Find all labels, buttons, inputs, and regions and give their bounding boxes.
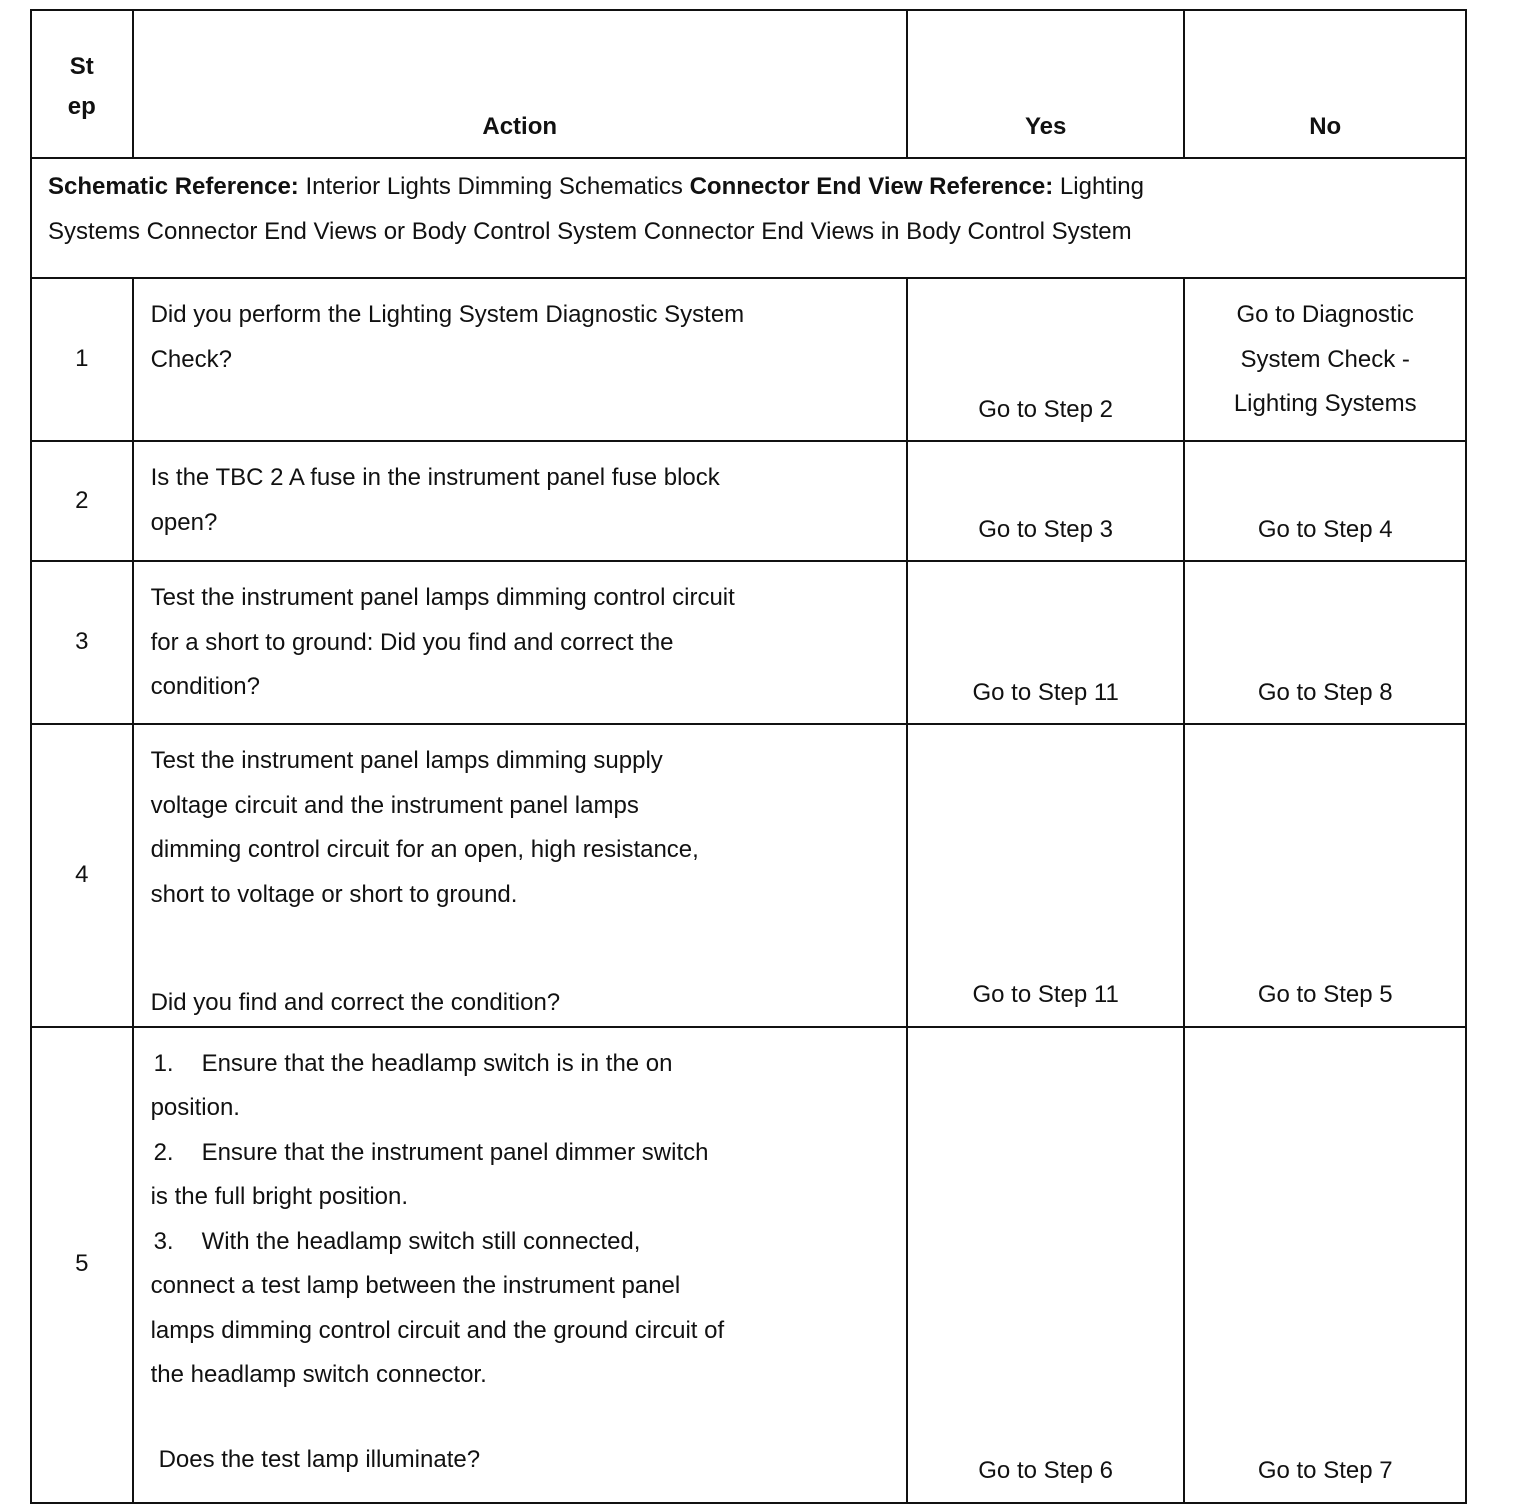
action-cell: Test the instrument panel lamps dimming control circuit for a short to ground: Did you find and correct the condition?: [133, 561, 907, 724]
action-cell: Test the instrument panel lamps dimming supply voltage circuit and the instrument panel lamps dimming control circuit for an open, high resistance, short to voltage or short to ground. Did you find and correct the condition?: [133, 724, 907, 1027]
reference-row: [31, 158, 1466, 278]
reference-cell: [31, 158, 1466, 278]
header-yes: Yes: [907, 10, 1185, 158]
no-cell: Go to Step 8: [1184, 561, 1466, 724]
step-number: 2: [31, 441, 133, 561]
header-row: [31, 10, 1466, 158]
step-number: 4: [31, 724, 133, 1027]
action-question: Does the test lamp illuminate?: [158, 1445, 481, 1473]
table-row: [31, 278, 1466, 441]
no-cell: Go to Diagnostic System Check - Lighting Systems: [1184, 278, 1466, 441]
connector-reference-value-cont: Systems Connector End Views or Body Control System Connector End Views in Body Control System: [48, 217, 1132, 245]
table-row: [31, 1027, 1466, 1503]
no-cell: Go to Step 7: [1184, 1027, 1466, 1503]
connector-reference-label: Connector End View Reference:: [689, 173, 1054, 200]
list-item: 1. Ensure that the headlamp switch is in the on: [153, 1049, 673, 1077]
header-no: No: [1184, 10, 1466, 158]
schematic-reference-value: Interior Lights Dimming Schematics: [305, 173, 683, 200]
table-row: [31, 441, 1466, 561]
step-number: 3: [31, 561, 133, 724]
table-row: [31, 724, 1466, 1027]
header-step: St ep: [31, 10, 133, 158]
no-cell: Go to Step 4: [1184, 441, 1466, 561]
yes-cell: Go to Step 11: [907, 724, 1185, 1027]
yes-cell: Go to Step 2: [907, 278, 1185, 441]
schematic-reference-label: Schematic Reference:: [48, 173, 299, 200]
diagnostic-table: [30, 9, 1467, 1504]
action-cell: 1. Ensure that the headlamp switch is in the on position. 2. Ensure that the instrument panel dimmer switch is the full bright position. 3. With the headlamp switch still connected, connect a test lamp between the instrument panel lamps dimming control circuit and the ground circuit of the headlamp switch connector. Does the test lamp illuminate?: [133, 1027, 907, 1503]
connector-reference-value: Lighting: [1059, 173, 1144, 200]
action-question: Did you find and correct the condition?: [150, 989, 561, 1016]
action-cell: Is the TBC 2 A fuse in the instrument panel fuse block open?: [133, 441, 907, 561]
yes-cell: Go to Step 11: [907, 561, 1185, 724]
list-item: 3. With the headlamp switch still connected,: [153, 1227, 641, 1255]
list-item: 2. Ensure that the instrument panel dimmer switch: [153, 1138, 709, 1166]
yes-cell: Go to Step 3: [907, 441, 1185, 561]
action-cell: Did you perform the Lighting System Diagnostic System Check?: [133, 278, 907, 441]
step-number: 5: [31, 1027, 133, 1503]
no-cell: Go to Step 5: [1184, 724, 1466, 1027]
step-number: 1: [31, 278, 133, 441]
table-row: [31, 561, 1466, 724]
header-action: Action: [133, 10, 907, 158]
yes-cell: Go to Step 6: [907, 1027, 1185, 1503]
